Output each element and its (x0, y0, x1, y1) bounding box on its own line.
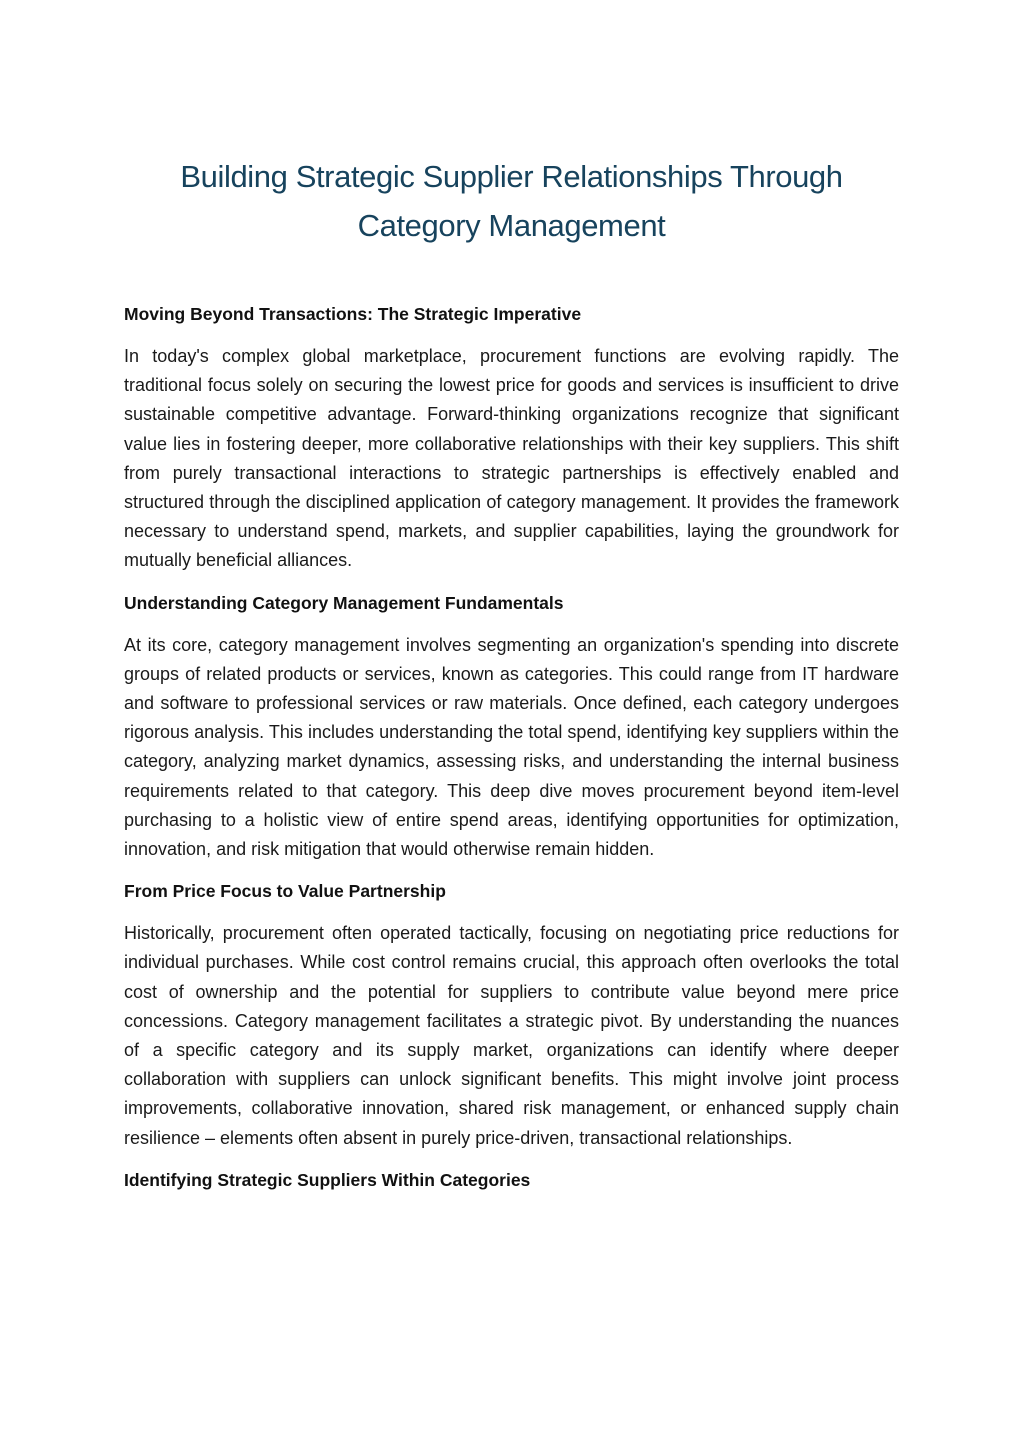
section-identifying-strategic-suppliers (124, 1167, 899, 1194)
section-heading: Identifying Strategic Suppliers Within Categories (124, 1169, 531, 1190)
section-category-management-fundamentals (124, 590, 899, 865)
document-body (124, 301, 899, 1208)
section-paragraph: Historically, procurement often operated tactically, focusing on negotiating price reductions for individual purchases. While cost control remains crucial, this approach often overlooks the total cost of ownership and the potential for suppliers to contribute value beyond mere price concessions. Category management facilitates a strategic pivot. By understanding the nuances of a specific category and its supply market, organizations can identify where deeper collaboration with suppliers can unlock significant benefits. This might involve joint process improvements, collaborative innovation, shared risk management, or enhanced supply chain resilience – elements often absent in purely price-driven, transactional relationships. (124, 923, 899, 1148)
section-price-focus-to-value-partnership (124, 878, 899, 1153)
section-paragraph: In today's complex global marketplace, procurement functions are evolving rapidly. The traditional focus solely on securing the lowest price for goods and services is insufficient to drive sustainable competitive advantage. Forward-thinking organizations recognize that significant value lies in fostering deeper, more collaborative relationships with their key suppliers. This shift from purely transactional interactions to strategic partnerships is effectively enabled and structured through the disciplined application of category management. It provides the framework necessary to understand spend, markets, and supplier capabilities, laying the groundwork for mutually beneficial alliances. (124, 346, 899, 571)
section-paragraph: At its core, category management involves segmenting an organization's spending into discrete groups of related products or services, known as categories. This could range from IT hardware and software to professional services or raw materials. Once defined, each category undergoes rigorous analysis. This includes understanding the total spend, identifying key suppliers within the category, analyzing market dynamics, assessing risks, and understanding the internal business requirements related to that category. This deep dive moves procurement beyond item-level purchasing to a holistic view of entire spend areas, identifying opportunities for optimization, innovation, and risk mitigation that would otherwise remain hidden. (124, 634, 899, 860)
section-moving-beyond-transactions (124, 301, 899, 576)
section-heading: From Price Focus to Value Partnership (124, 881, 446, 902)
section-heading: Moving Beyond Transactions: The Strategic Imperative (124, 304, 582, 324)
document-title: Building Strategic Supplier Relationships Through Category Management (180, 159, 843, 243)
section-heading: Understanding Category Management Fundamentals (124, 592, 564, 613)
